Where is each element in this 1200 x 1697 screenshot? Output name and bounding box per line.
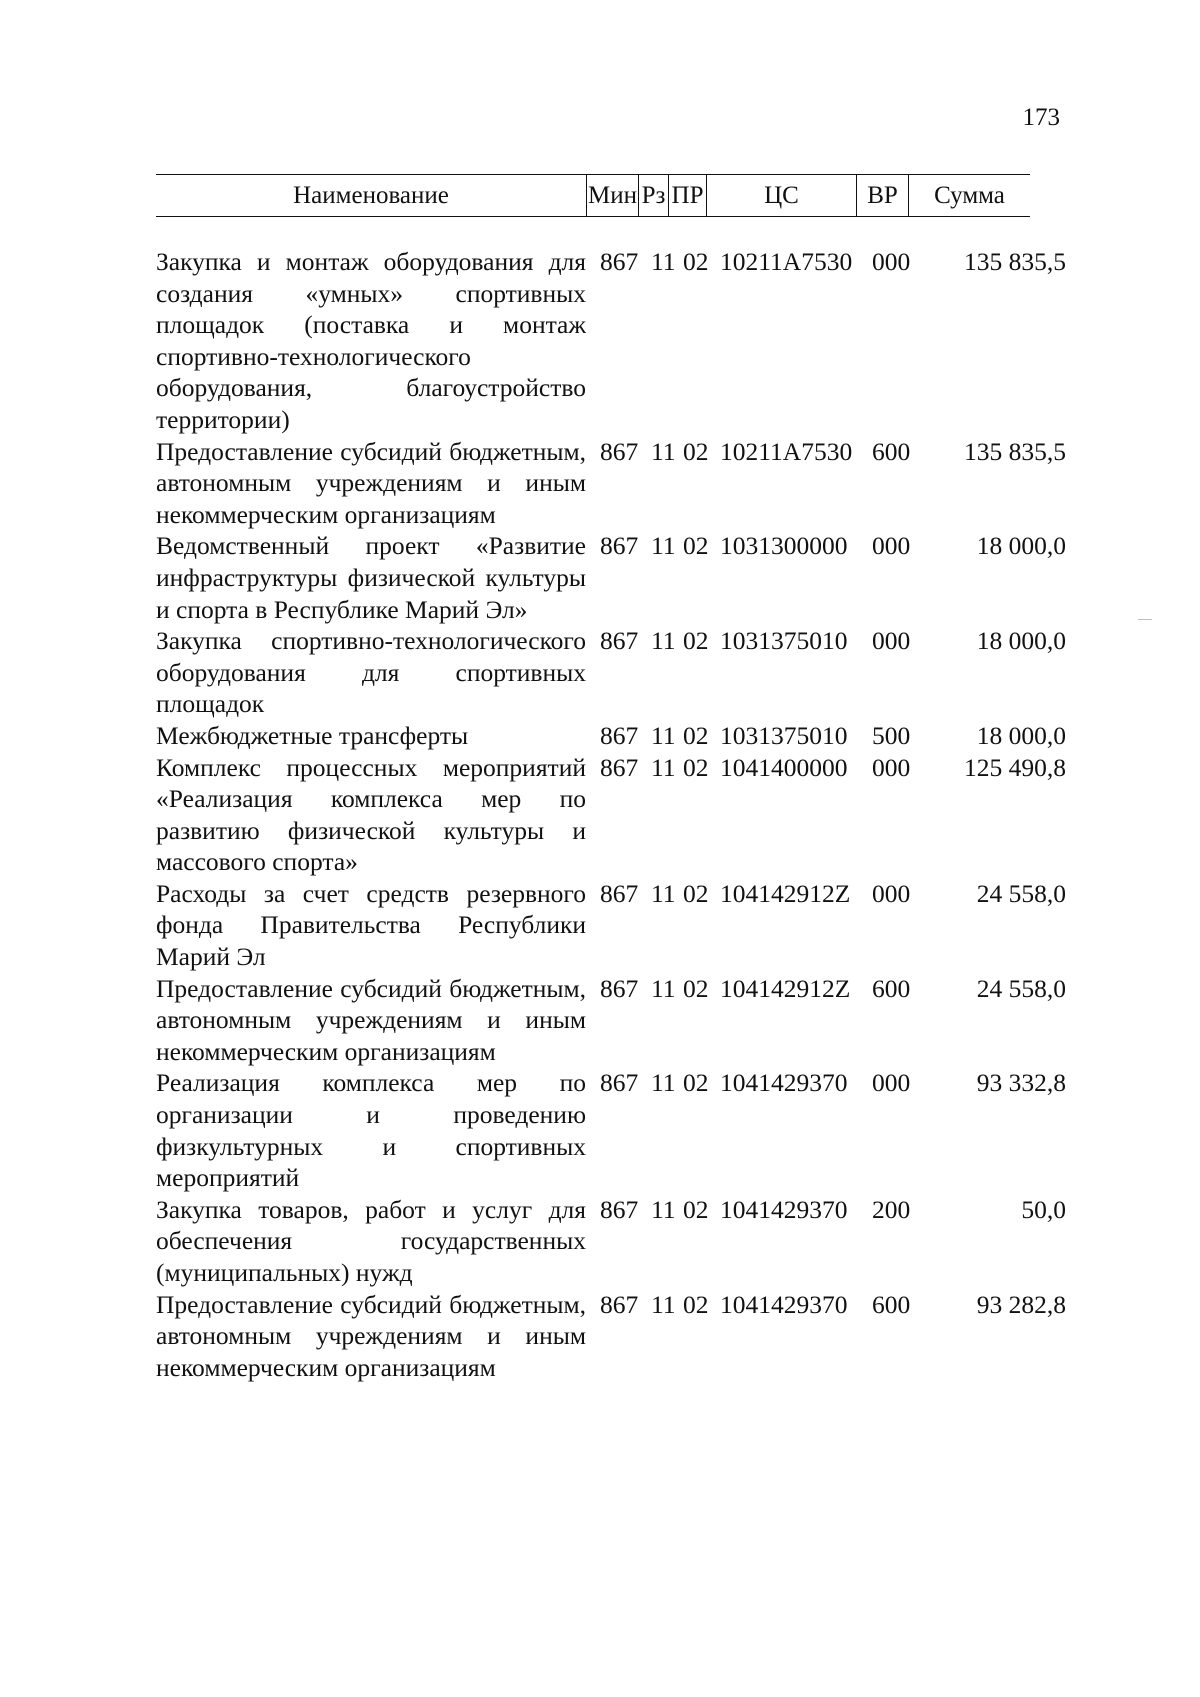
row-min: 867 xyxy=(600,626,639,656)
header-vr: ВР xyxy=(856,175,908,216)
row-vr: 600 xyxy=(872,1289,911,1319)
row-sum: 50,0 xyxy=(1021,1194,1066,1224)
row-min: 867 xyxy=(600,973,639,1003)
row-min: 867 xyxy=(600,1068,639,1098)
table-row xyxy=(156,752,1066,878)
row-name: Межбюджетные трансферты xyxy=(156,720,469,750)
row-vr: 000 xyxy=(872,626,911,656)
row-rz: 11 xyxy=(651,436,676,466)
row-sum: 135 835,5 xyxy=(964,247,1066,276)
row-rz: 11 xyxy=(651,973,676,1003)
row-vr: 500 xyxy=(872,720,911,750)
row-vr: 000 xyxy=(872,878,911,908)
header-rz: Рз xyxy=(638,175,668,216)
row-vr: 600 xyxy=(872,973,911,1003)
table-row xyxy=(156,973,1066,1068)
row-min: 867 xyxy=(600,1289,639,1319)
row-cs: 1031375010 xyxy=(720,626,848,656)
row-min: 867 xyxy=(600,720,639,750)
row-sum: 18 000,0 xyxy=(976,626,1066,656)
table-header xyxy=(156,174,1030,217)
row-cs: 1041429370 xyxy=(720,1289,848,1319)
table-body xyxy=(156,246,1066,1383)
row-pr: 02 xyxy=(683,1289,709,1319)
page-number: 173 xyxy=(1022,104,1060,131)
row-min: 867 xyxy=(600,531,639,561)
row-rz: 11 xyxy=(651,247,676,276)
row-name: Предоставление субсидий бюджетным, автономным учреждениям и иным некоммерческим организациям xyxy=(156,436,586,529)
row-rz: 11 xyxy=(651,531,676,561)
row-vr: 000 xyxy=(872,1068,911,1098)
row-pr: 02 xyxy=(683,720,709,750)
header-pr: ПР xyxy=(668,175,706,216)
row-cs: 1041429370 xyxy=(720,1068,848,1098)
row-min: 867 xyxy=(600,878,639,908)
row-rz: 11 xyxy=(651,1068,676,1098)
table-row xyxy=(156,720,1066,752)
header-name: Наименование xyxy=(293,182,449,209)
row-pr: 02 xyxy=(683,436,709,466)
row-pr: 02 xyxy=(683,1194,709,1224)
row-pr: 02 xyxy=(683,531,709,561)
row-name: Закупка спортивно-технологического оборудования для спортивных площадок xyxy=(156,626,586,719)
row-vr: 000 xyxy=(872,531,911,561)
row-cs: 10211A7530 xyxy=(720,247,853,276)
row-min: 867 xyxy=(600,247,639,276)
row-rz: 11 xyxy=(651,752,676,782)
row-cs: 1041400000 xyxy=(720,752,848,782)
row-name: Расходы за счет средств резервного фонда Правительства Республики Марий Эл xyxy=(156,878,586,972)
row-min: 867 xyxy=(600,436,639,466)
row-cs: 104142912Z xyxy=(720,973,851,1003)
row-cs: 1031375010 xyxy=(720,720,848,750)
row-min: 867 xyxy=(600,752,639,782)
row-rz: 11 xyxy=(651,720,676,750)
row-name: Реализация комплекса мер по организации и проведению физкультурных и спортивных мероприятий xyxy=(156,1068,586,1193)
row-rz: 11 xyxy=(651,1289,676,1319)
table-row xyxy=(156,625,1066,720)
row-pr: 02 xyxy=(683,626,709,656)
row-sum: 93 332,8 xyxy=(976,1068,1066,1098)
row-cs: 1041429370 xyxy=(720,1194,848,1224)
row-name: Комплекс процессных мероприятий «Реализация комплекса мер по развитию физической культуры и массового спорта» xyxy=(156,752,586,877)
row-vr: 600 xyxy=(872,436,911,466)
row-name: Предоставление субсидий бюджетным, автономным учреждениям и иным некоммерческим организациям xyxy=(156,973,586,1066)
row-vr: 000 xyxy=(872,247,911,276)
table-row xyxy=(156,436,1066,531)
row-vr: 200 xyxy=(872,1194,911,1224)
row-name: Закупка и монтаж оборудования для создания «умных» спортивных площадок (поставка и монтаж спортивно-технологического оборудования, благоустройство территории) xyxy=(156,247,586,434)
row-rz: 11 xyxy=(651,878,676,908)
header-cs: ЦС xyxy=(706,175,856,216)
table-row xyxy=(156,1194,1066,1289)
row-vr: 000 xyxy=(872,752,911,782)
row-name: Ведомственный проект «Развитие инфраструктуры физической культуры и спорта в Республике Марий Эл» xyxy=(156,531,586,624)
row-sum: 93 282,8 xyxy=(976,1289,1066,1319)
row-sum: 18 000,0 xyxy=(976,720,1066,750)
row-cs: 104142912Z xyxy=(720,878,851,908)
row-cs: 10211A7530 xyxy=(720,436,853,466)
row-pr: 02 xyxy=(683,247,709,276)
row-pr: 02 xyxy=(683,878,709,908)
row-pr: 02 xyxy=(683,752,709,782)
row-sum: 18 000,0 xyxy=(976,531,1066,561)
table-row xyxy=(156,530,1066,625)
table-row xyxy=(156,1067,1066,1193)
table-row xyxy=(156,246,1066,436)
table-row xyxy=(156,1289,1066,1384)
header-min: Мин xyxy=(586,175,638,216)
margin-mark xyxy=(1138,619,1152,620)
row-sum: 135 835,5 xyxy=(964,436,1066,466)
row-sum: 125 490,8 xyxy=(964,752,1066,782)
row-min: 867 xyxy=(600,1194,639,1224)
table-row xyxy=(156,878,1066,973)
row-sum: 24 558,0 xyxy=(976,973,1066,1003)
row-sum: 24 558,0 xyxy=(976,878,1066,908)
header-sum: Сумма xyxy=(908,175,1030,216)
row-rz: 11 xyxy=(651,1194,676,1224)
row-name: Предоставление субсидий бюджетным, автономным учреждениям и иным некоммерческим организациям xyxy=(156,1289,586,1382)
row-rz: 11 xyxy=(651,626,676,656)
row-cs: 1031300000 xyxy=(720,531,848,561)
row-pr: 02 xyxy=(683,1068,709,1098)
row-pr: 02 xyxy=(683,973,709,1003)
row-name: Закупка товаров, работ и услуг для обеспечения государственных (муниципальных) нужд xyxy=(156,1194,586,1287)
